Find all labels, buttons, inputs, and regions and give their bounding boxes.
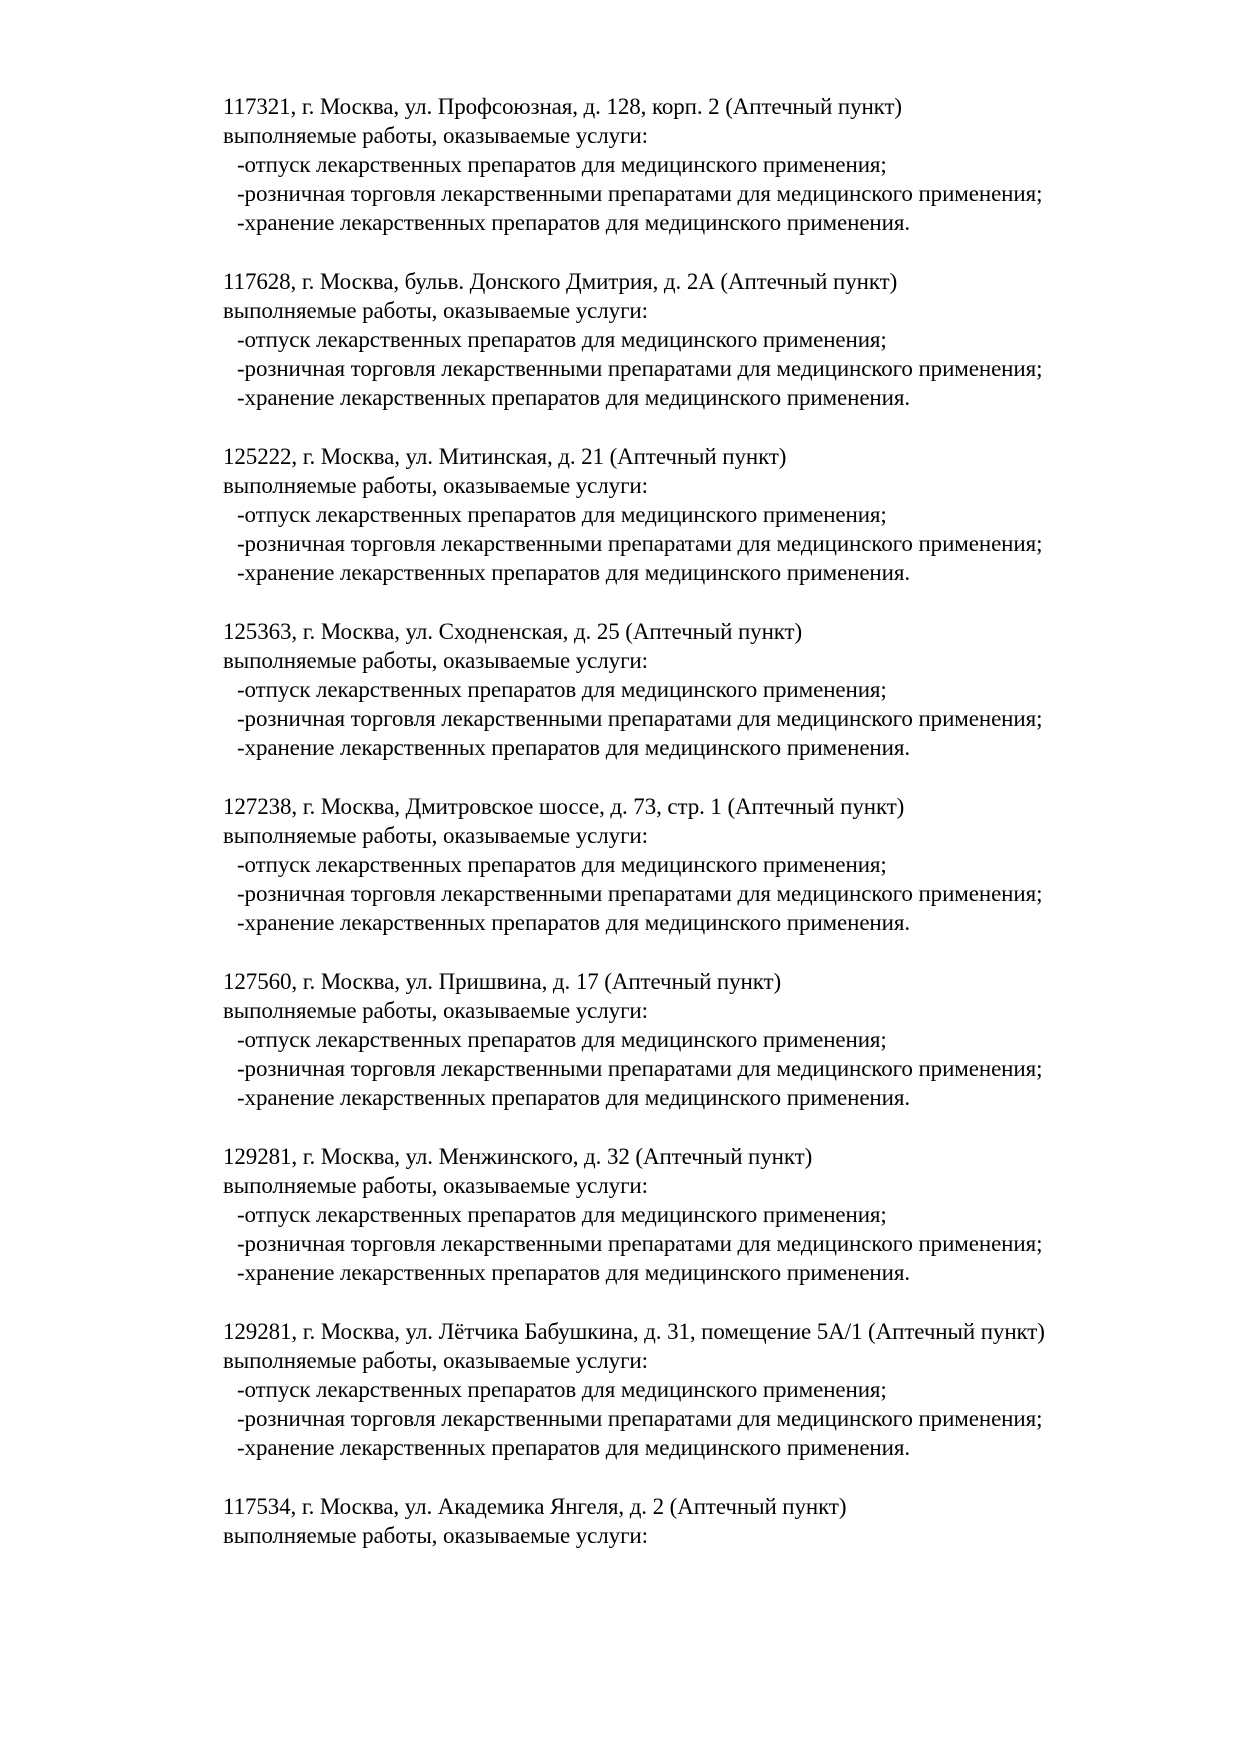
pharmacy-entry [223, 792, 1223, 937]
service-item: -хранение лекарственных препаратов для медицинского применения. [237, 1085, 910, 1110]
pharmacy-entry [223, 1492, 1223, 1550]
service-item: -отпуск лекарственных препаратов для медицинского применения; [237, 677, 887, 702]
service-item: -розничная торговля лекарственными препаратами для медицинского применения; [237, 1231, 1043, 1256]
entry-works-label: выполняемые работы, оказываемые услуги: [223, 1348, 648, 1373]
entry-address: 129281, г. Москва, ул. Менжинского, д. 32 (Аптечный пункт) [223, 1144, 813, 1169]
service-item: -отпуск лекарственных препаратов для медицинского применения; [237, 152, 887, 177]
entry-works-label: выполняемые работы, оказываемые услуги: [223, 998, 648, 1023]
service-item: -хранение лекарственных препаратов для медицинского применения. [237, 910, 910, 935]
service-item: -розничная торговля лекарственными препаратами для медицинского применения; [237, 1406, 1043, 1431]
service-item: -хранение лекарственных препаратов для медицинского применения. [237, 210, 910, 235]
entry-works-label: выполняемые работы, оказываемые услуги: [223, 298, 648, 323]
entry-address: 129281, г. Москва, ул. Лётчика Бабушкина, д. 31, помещение 5А/1 (Аптечный пункт) [223, 1319, 1045, 1344]
service-item: -розничная торговля лекарственными препаратами для медицинского применения; [237, 531, 1043, 556]
document-page [223, 92, 1223, 1580]
service-item: -отпуск лекарственных препаратов для медицинского применения; [237, 1202, 887, 1227]
entry-works-label: выполняемые работы, оказываемые услуги: [223, 1173, 648, 1198]
service-item: -розничная торговля лекарственными препаратами для медицинского применения; [237, 881, 1043, 906]
entry-address: 125363, г. Москва, ул. Сходненская, д. 25 (Аптечный пункт) [223, 619, 803, 644]
service-item: -отпуск лекарственных препаратов для медицинского применения; [237, 852, 887, 877]
service-item: -отпуск лекарственных препаратов для медицинского применения; [237, 327, 887, 352]
service-item: -хранение лекарственных препаратов для медицинского применения. [237, 385, 910, 410]
pharmacy-entry [223, 267, 1223, 412]
service-item: -отпуск лекарственных препаратов для медицинского применения; [237, 1377, 887, 1402]
service-item: -розничная торговля лекарственными препаратами для медицинского применения; [237, 356, 1043, 381]
service-item: -хранение лекарственных препаратов для медицинского применения. [237, 1435, 910, 1460]
service-item: -хранение лекарственных препаратов для медицинского применения. [237, 735, 910, 760]
entry-works-label: выполняемые работы, оказываемые услуги: [223, 1523, 648, 1548]
entry-address: 117534, г. Москва, ул. Академика Янгеля, д. 2 (Аптечный пункт) [223, 1494, 847, 1519]
pharmacy-entry [223, 442, 1223, 587]
service-item: -отпуск лекарственных препаратов для медицинского применения; [237, 502, 887, 527]
entry-address: 117628, г. Москва, бульв. Донского Дмитрия, д. 2А (Аптечный пункт) [223, 269, 898, 294]
entry-address: 127560, г. Москва, ул. Пришвина, д. 17 (Аптечный пункт) [223, 969, 782, 994]
service-item: -розничная торговля лекарственными препаратами для медицинского применения; [237, 706, 1043, 731]
service-item: -хранение лекарственных препаратов для медицинского применения. [237, 560, 910, 585]
entry-address: 127238, г. Москва, Дмитровское шоссе, д. 73, стр. 1 (Аптечный пункт) [223, 794, 905, 819]
pharmacy-entry [223, 617, 1223, 762]
entry-works-label: выполняемые работы, оказываемые услуги: [223, 123, 648, 148]
entry-works-label: выполняемые работы, оказываемые услуги: [223, 473, 648, 498]
service-item: -розничная торговля лекарственными препаратами для медицинского применения; [237, 181, 1043, 206]
service-item: -хранение лекарственных препаратов для медицинского применения. [237, 1260, 910, 1285]
entry-address: 125222, г. Москва, ул. Митинская, д. 21 (Аптечный пункт) [223, 444, 787, 469]
entry-address: 117321, г. Москва, ул. Профсоюзная, д. 128, корп. 2 (Аптечный пункт) [223, 94, 902, 119]
pharmacy-entry [223, 1317, 1223, 1462]
pharmacy-entry [223, 967, 1223, 1112]
service-item: -розничная торговля лекарственными препаратами для медицинского применения; [237, 1056, 1043, 1081]
pharmacy-entry [223, 92, 1223, 237]
pharmacy-entry [223, 1142, 1223, 1287]
service-item: -отпуск лекарственных препаратов для медицинского применения; [237, 1027, 887, 1052]
entry-works-label: выполняемые работы, оказываемые услуги: [223, 648, 648, 673]
entry-works-label: выполняемые работы, оказываемые услуги: [223, 823, 648, 848]
